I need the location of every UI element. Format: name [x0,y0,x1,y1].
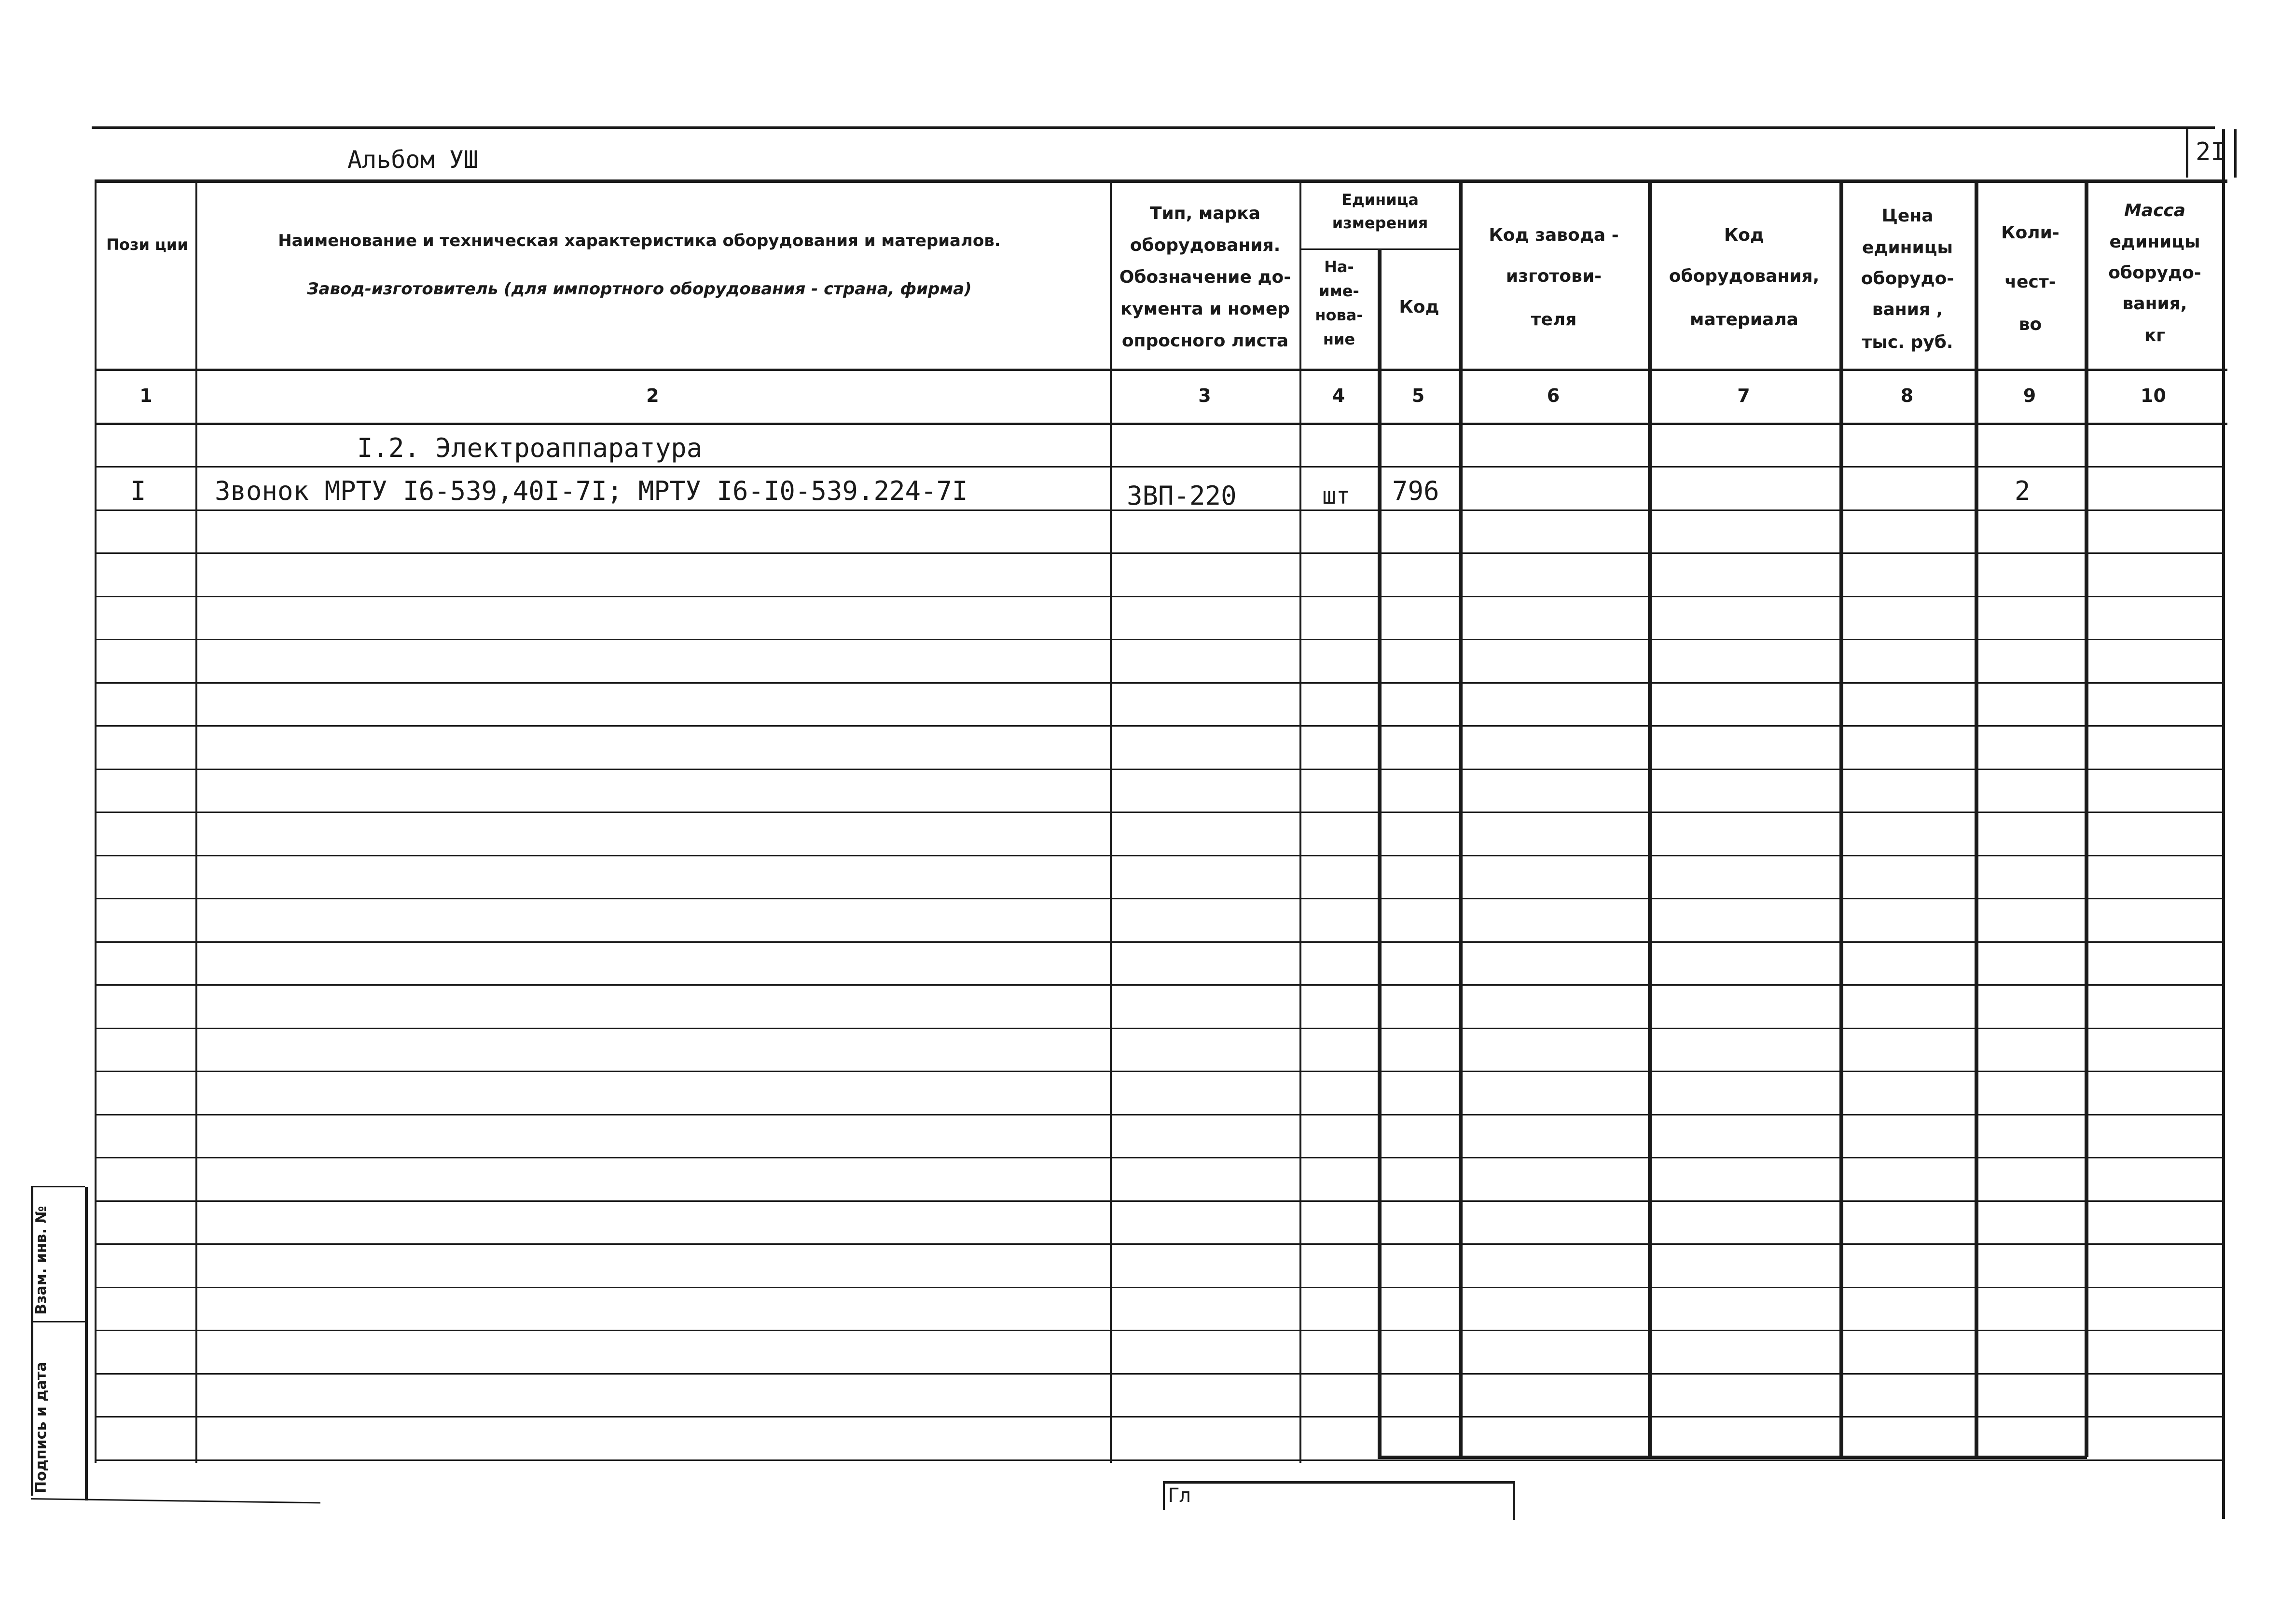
side-label-inventory: Взам. инв. № [33,1206,50,1315]
body-row-line [95,855,2223,856]
header-type-line2: оборудования. [1130,235,1281,255]
col-line-1 [195,179,197,1463]
header-unit-name-l4: ние [1323,330,1355,348]
col-line-8 [1975,179,1978,1457]
body-row-line [95,1243,2223,1245]
header-unit-name-l3: нова- [1315,306,1363,324]
page-number: 2I [2196,138,2226,166]
body-row-line [95,1114,2223,1115]
header-unit-group: Единица измерения [1332,191,1428,232]
colnum-5: 5 [1411,385,1425,406]
header-position-text: Пози ции [106,235,188,254]
header-bottom-line [95,369,2227,371]
header-unit-name-l2: име- [1319,282,1359,300]
top-border-line [92,126,2215,129]
header-unit-name-l1: На- [1324,258,1354,276]
stamp-right-line [1513,1481,1515,1520]
body-row-line [95,596,2223,597]
header-qty-l3: во [2018,315,2042,334]
header-unit-code: Код [1399,297,1439,317]
body-row-line [95,1416,2223,1418]
body-row-line [95,1028,2223,1029]
header-mass-l3: оборудо- [2108,263,2201,283]
side-strip-top [31,1186,85,1187]
header-equip-code-l2: оборудования, [1669,266,1820,286]
colnum-6: 6 [1547,385,1560,406]
row1-name: Звонок МРТУ I6-539,40I-7I; МРТУ I6-I0-539.224-7I [215,476,968,506]
header-type-line3: Обозначение до- [1119,267,1291,287]
body-row-line [95,1157,2223,1158]
row1-quantity: 2 [2015,476,2031,506]
colnum-10: 10 [2141,385,2166,406]
header-type-line4: кумента и номер [1120,299,1290,319]
header-mass-l2: единицы [2109,232,2200,252]
header-mass-l1: Масса [2124,201,2186,220]
header-price-l2: единицы [1862,238,1953,258]
header-maker-code-l2: изготови- [1506,266,1602,286]
body-row-line [95,941,2223,943]
header-equip-code-l1: Код [1724,225,1765,245]
colnum-2: 2 [646,385,659,406]
header-qty-l2: чест- [2004,272,2056,292]
col-line-left [95,179,97,1463]
col-line-right [2222,129,2225,1519]
table-bottom-line [1378,1456,2087,1459]
body-row-line [95,1330,2223,1331]
section-title: I.2. Электроаппаратура [357,433,703,463]
col-line-7 [1839,179,1843,1457]
bottom-left-curve-line [31,1498,320,1503]
header-name-line2: Завод-изготовитель (для импортного оборудования - страна, фирма) [307,279,972,299]
header-mass-l4: вания, [2122,294,2187,314]
body-row-line [95,1459,2223,1461]
header-name-line1: Наименование и техническая характеристика оборудования и материалов. [278,231,1001,250]
col-line-2 [1110,179,1112,1463]
header-price-l1: Цена [1881,206,1934,226]
colnum-9: 9 [2023,385,2036,406]
body-row-line [95,769,2223,770]
side-label-signature: Подпись и дата [33,1362,50,1493]
colnum-bottom-line [95,423,2227,425]
body-row-line [95,639,2223,640]
stamp-top-line [1163,1481,1515,1484]
header-type-line1: Тип, марка [1149,204,1261,223]
col-line-9 [2085,179,2088,1457]
body-row-line [95,725,2223,727]
row1-position: I [130,476,146,506]
stamp-left-line [1163,1481,1165,1510]
header-position [101,232,193,258]
header-price-l5: тыс. руб. [1862,332,1953,352]
col-line-5 [1459,179,1463,1457]
row1-unit-code: 796 [1392,476,1439,506]
colnum-4: 4 [1332,385,1345,406]
header-price-l4: вания , [1872,300,1943,319]
body-row-line [95,682,2223,684]
body-row-line [95,1373,2223,1375]
col-line-6 [1648,179,1652,1457]
col-line-3 [1299,179,1301,1463]
album-title: Альбом УШ [347,146,478,174]
header-maker-code-l1: Код завода - [1489,225,1619,245]
header-maker-code-l3: теля [1531,310,1577,330]
header-price-l3: оборудо- [1861,269,1954,289]
row1-unit-name: шт [1322,482,1350,509]
header-qty-l1: Коли- [2001,223,2059,243]
header-equip-code-l3: материала [1690,310,1798,330]
row1-type: ЗВП-220 [1127,481,1237,511]
body-row-line [95,552,2223,554]
body-row-line [95,898,2223,899]
header-mass-l5: кг [2144,326,2166,345]
body-row-line [95,812,2223,813]
stamp-fragment-text: Гл [1168,1485,1191,1507]
side-strip-mid [31,1321,85,1322]
body-row-line [95,1071,2223,1072]
header-type-line5: опросного листа [1121,331,1289,351]
col-line-4 [1378,248,1382,1457]
colnum-3: 3 [1198,385,1211,406]
body-row-line [95,1200,2223,1202]
colnum-1: 1 [139,385,152,406]
body-row-line [95,1287,2223,1288]
colnum-7: 7 [1737,385,1750,406]
side-strip-inner [85,1187,88,1500]
colnum-8: 8 [1900,385,1914,406]
body-row-line [95,984,2223,986]
table-top-line [95,179,2227,183]
body-row-line [95,466,2223,468]
